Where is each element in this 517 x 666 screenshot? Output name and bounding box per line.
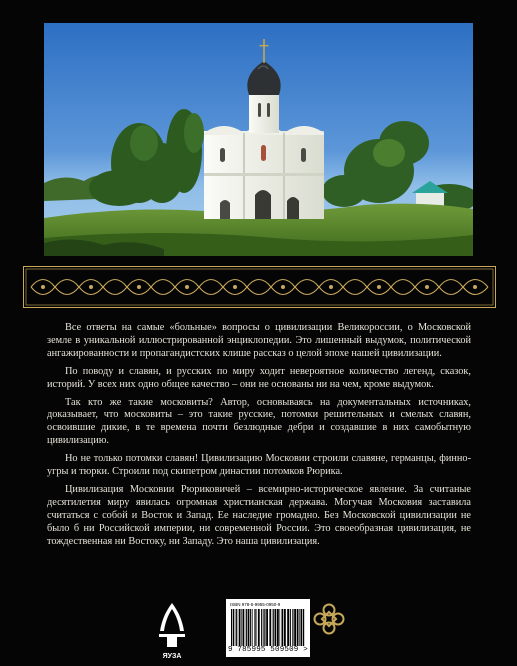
publisher-name: ЯУЗА <box>162 653 182 660</box>
paragraph: Но не только потомки славян! Цивилизацию Московии строили славяне, германцы, финно-угры и тюрки. Строили под скипетром династии потомков Рюрика. <box>47 453 471 478</box>
isbn-barcode <box>226 599 310 657</box>
ornament-band <box>23 266 496 308</box>
paragraph: Цивилизация Московии Рюриковичей – всемирно-историческое явление. За считаные десятилетия миру явилась огромная христианская держава. Могучая Московия заставила считаться с собой и Восток и Запад. Ее наследие громадно. Без Московской цивилизации не было б ни Российской империи, ни современной России. Это своеобразная цивилизация, не тождественная ни Востоку, ни Западу. Это наша цивилизация. <box>47 483 471 547</box>
description-text <box>47 322 471 554</box>
church-photo <box>44 23 473 256</box>
cover-photo <box>44 23 473 256</box>
paragraph: По поводу и славян, и русских по миру ходит невероятное количество легенд, сказок, историй. У всех них одно общее качество – они не основаны ни на чем, кроме выдумок. <box>47 365 471 390</box>
paragraph: Все ответы на самые «больные» вопросы о цивилизации Великороссии, о Московской земле в уникальной иллюстрированной энциклопедии. Это лишенный выдумок, политической ангажированности и пропагандистских клише рассказ о целой эпохе нашей цивилизации. <box>47 322 471 359</box>
ornament-emblem-icon <box>312 602 346 636</box>
isbn-text: ISBN 978-5-9955-0950-9 <box>230 602 281 607</box>
paragraph: Так кто же такие московиты? Автор, основываясь на документальных источниках, доказывает, что московиты – это такие русские, потомки решительных и смелых славян, освоившие дикие, в те времена почти безлюдные дебри и создавшие в них самобытную цивилизацию. <box>47 396 471 447</box>
barcode-number: 9 785995 509509 > <box>228 646 308 654</box>
barcode-bars <box>230 609 306 646</box>
publisher-logo <box>156 601 188 661</box>
